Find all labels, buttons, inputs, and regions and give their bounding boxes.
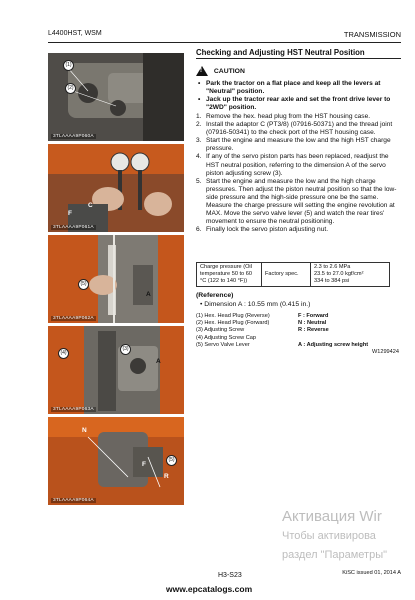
reference-heading: (Reference) bbox=[196, 292, 234, 299]
page-number: H3-S23 bbox=[218, 572, 242, 579]
procedure-steps bbox=[196, 113, 401, 234]
caution-item: • Jack up the tractor rear axle and set the front drive lever to "2WD" position. bbox=[196, 96, 401, 112]
section-title: Checking and Adjusting HST Neutral Position bbox=[196, 48, 365, 57]
label-r: R bbox=[164, 473, 169, 480]
reference-dimension: • Dimension A : 10.55 mm (0.415 in.) bbox=[200, 301, 311, 308]
step-1: 1. Remove the hex. head plug from the HST housing case. bbox=[196, 113, 371, 120]
step-6: 6. Finally lock the servo piston adjusting nut. bbox=[196, 226, 329, 234]
spec-value-kgf: 23.5 to 27.0 kgf/cm² bbox=[314, 271, 364, 277]
callout-3: (3) bbox=[120, 344, 131, 355]
photo-id: 3TLAAAA9P060A bbox=[53, 134, 94, 139]
photo-hst-housing bbox=[48, 53, 184, 141]
label-f: F bbox=[68, 210, 72, 217]
photo-servo-lever-image bbox=[48, 235, 184, 323]
legend-row: (4) Adjusting Screw Cap bbox=[196, 334, 257, 341]
legend-row: (1) Hex. Head Plug (Reverse) F : Forward bbox=[196, 313, 329, 319]
title-rule bbox=[196, 58, 401, 59]
spec-value-psi: 334 to 384 psi bbox=[314, 278, 350, 284]
activation-watermark-title: Активация Wir bbox=[282, 508, 382, 525]
header-rule bbox=[48, 42, 401, 43]
legend bbox=[196, 313, 401, 349]
label-f: F bbox=[142, 461, 146, 468]
callout-1: (1) bbox=[63, 60, 74, 71]
photo-id: 3TLAAAA9P061A bbox=[53, 225, 94, 230]
label-a: A bbox=[146, 291, 151, 298]
header-model: L4400HST, WSM bbox=[48, 30, 102, 37]
caution-item: • Park the tractor on a flat place and keep all the levers at "Neutral" position. bbox=[196, 80, 401, 96]
photo-lever-positions-image bbox=[48, 417, 184, 505]
spec-table bbox=[196, 262, 390, 287]
page-header bbox=[48, 30, 401, 41]
photo-pressure-gauges-image bbox=[48, 144, 184, 232]
photo-id: 3TLAAAA9P063A bbox=[53, 407, 94, 412]
spec-value-mpa: 2.3 to 2.6 MPa bbox=[314, 264, 351, 270]
spec-values bbox=[311, 263, 390, 287]
step-5: 5. Start the engine and measure the low and the high charge pressures. Then adjust the piston neutral position so that the low-side pressure and the high-side pressure one be the same. Measure the charge pressure will setting the engine revolution at MAX. Move the servo valve lever (5) and watch the rear tires' movement to ensure the neutral positioning. bbox=[196, 177, 397, 226]
activation-watermark-line: Чтобы активирова bbox=[282, 530, 376, 542]
label-n: N bbox=[82, 427, 87, 434]
spec-label: Factory spec. bbox=[262, 263, 311, 287]
caution-list bbox=[196, 80, 401, 112]
header-section: TRANSMISSION bbox=[343, 30, 401, 39]
label-c: C bbox=[88, 202, 93, 209]
photo-id: 3TLAAAA9P062A bbox=[53, 316, 94, 321]
photo-id: 3TLAAAA9P064A bbox=[53, 498, 94, 503]
photo-adjusting-screw bbox=[48, 326, 184, 414]
activation-watermark-line: раздел "Параметры" bbox=[282, 549, 388, 561]
callout-5: (5) bbox=[78, 279, 89, 290]
label-a: A bbox=[156, 358, 161, 365]
issue-note: KiSC issued 01, 2014 A bbox=[342, 570, 401, 576]
step-4: 4. If any of the servo piston parts has been replaced, readjust the HST neutral position, referring to the dimension A of the servo piston adjusting screw (3). bbox=[196, 153, 389, 177]
spec-item: Charge pressure (Oil temperature 50 to 60 °C (122 to 140 °F)) bbox=[197, 263, 262, 287]
site-watermark: www.epcatalogs.com bbox=[166, 584, 253, 594]
callout-5: (5) bbox=[166, 455, 177, 466]
callout-4: (4) bbox=[58, 348, 69, 359]
photo-pressure-gauges bbox=[48, 144, 184, 232]
photo-servo-lever bbox=[48, 235, 184, 323]
step-3: 3. Start the engine and measure the low and the high HST charge pressure. bbox=[196, 137, 391, 153]
photo-adjusting-screw-image bbox=[48, 326, 184, 414]
step-2: 2. Install the adaptor C (PT3/8) (07916-50371) and the thread joint (07916-50341) to the check port of the HST housing case. bbox=[196, 121, 393, 137]
photo-lever-positions bbox=[48, 417, 184, 505]
caution-heading bbox=[196, 66, 245, 76]
caution-label: CAUTION bbox=[213, 67, 245, 75]
legend-row: (5) Servo Valve Lever A : Adjusting screw height bbox=[196, 341, 369, 348]
legend-row: (2) Hex. Head Plug (Forward) N : Neutral bbox=[196, 320, 327, 327]
document-code: W1299424 bbox=[371, 349, 399, 355]
callout-2: (2) bbox=[65, 83, 76, 94]
warning-icon: ! bbox=[196, 66, 208, 76]
legend-row: (3) Adjusting Screw R : Reverse bbox=[196, 327, 329, 334]
